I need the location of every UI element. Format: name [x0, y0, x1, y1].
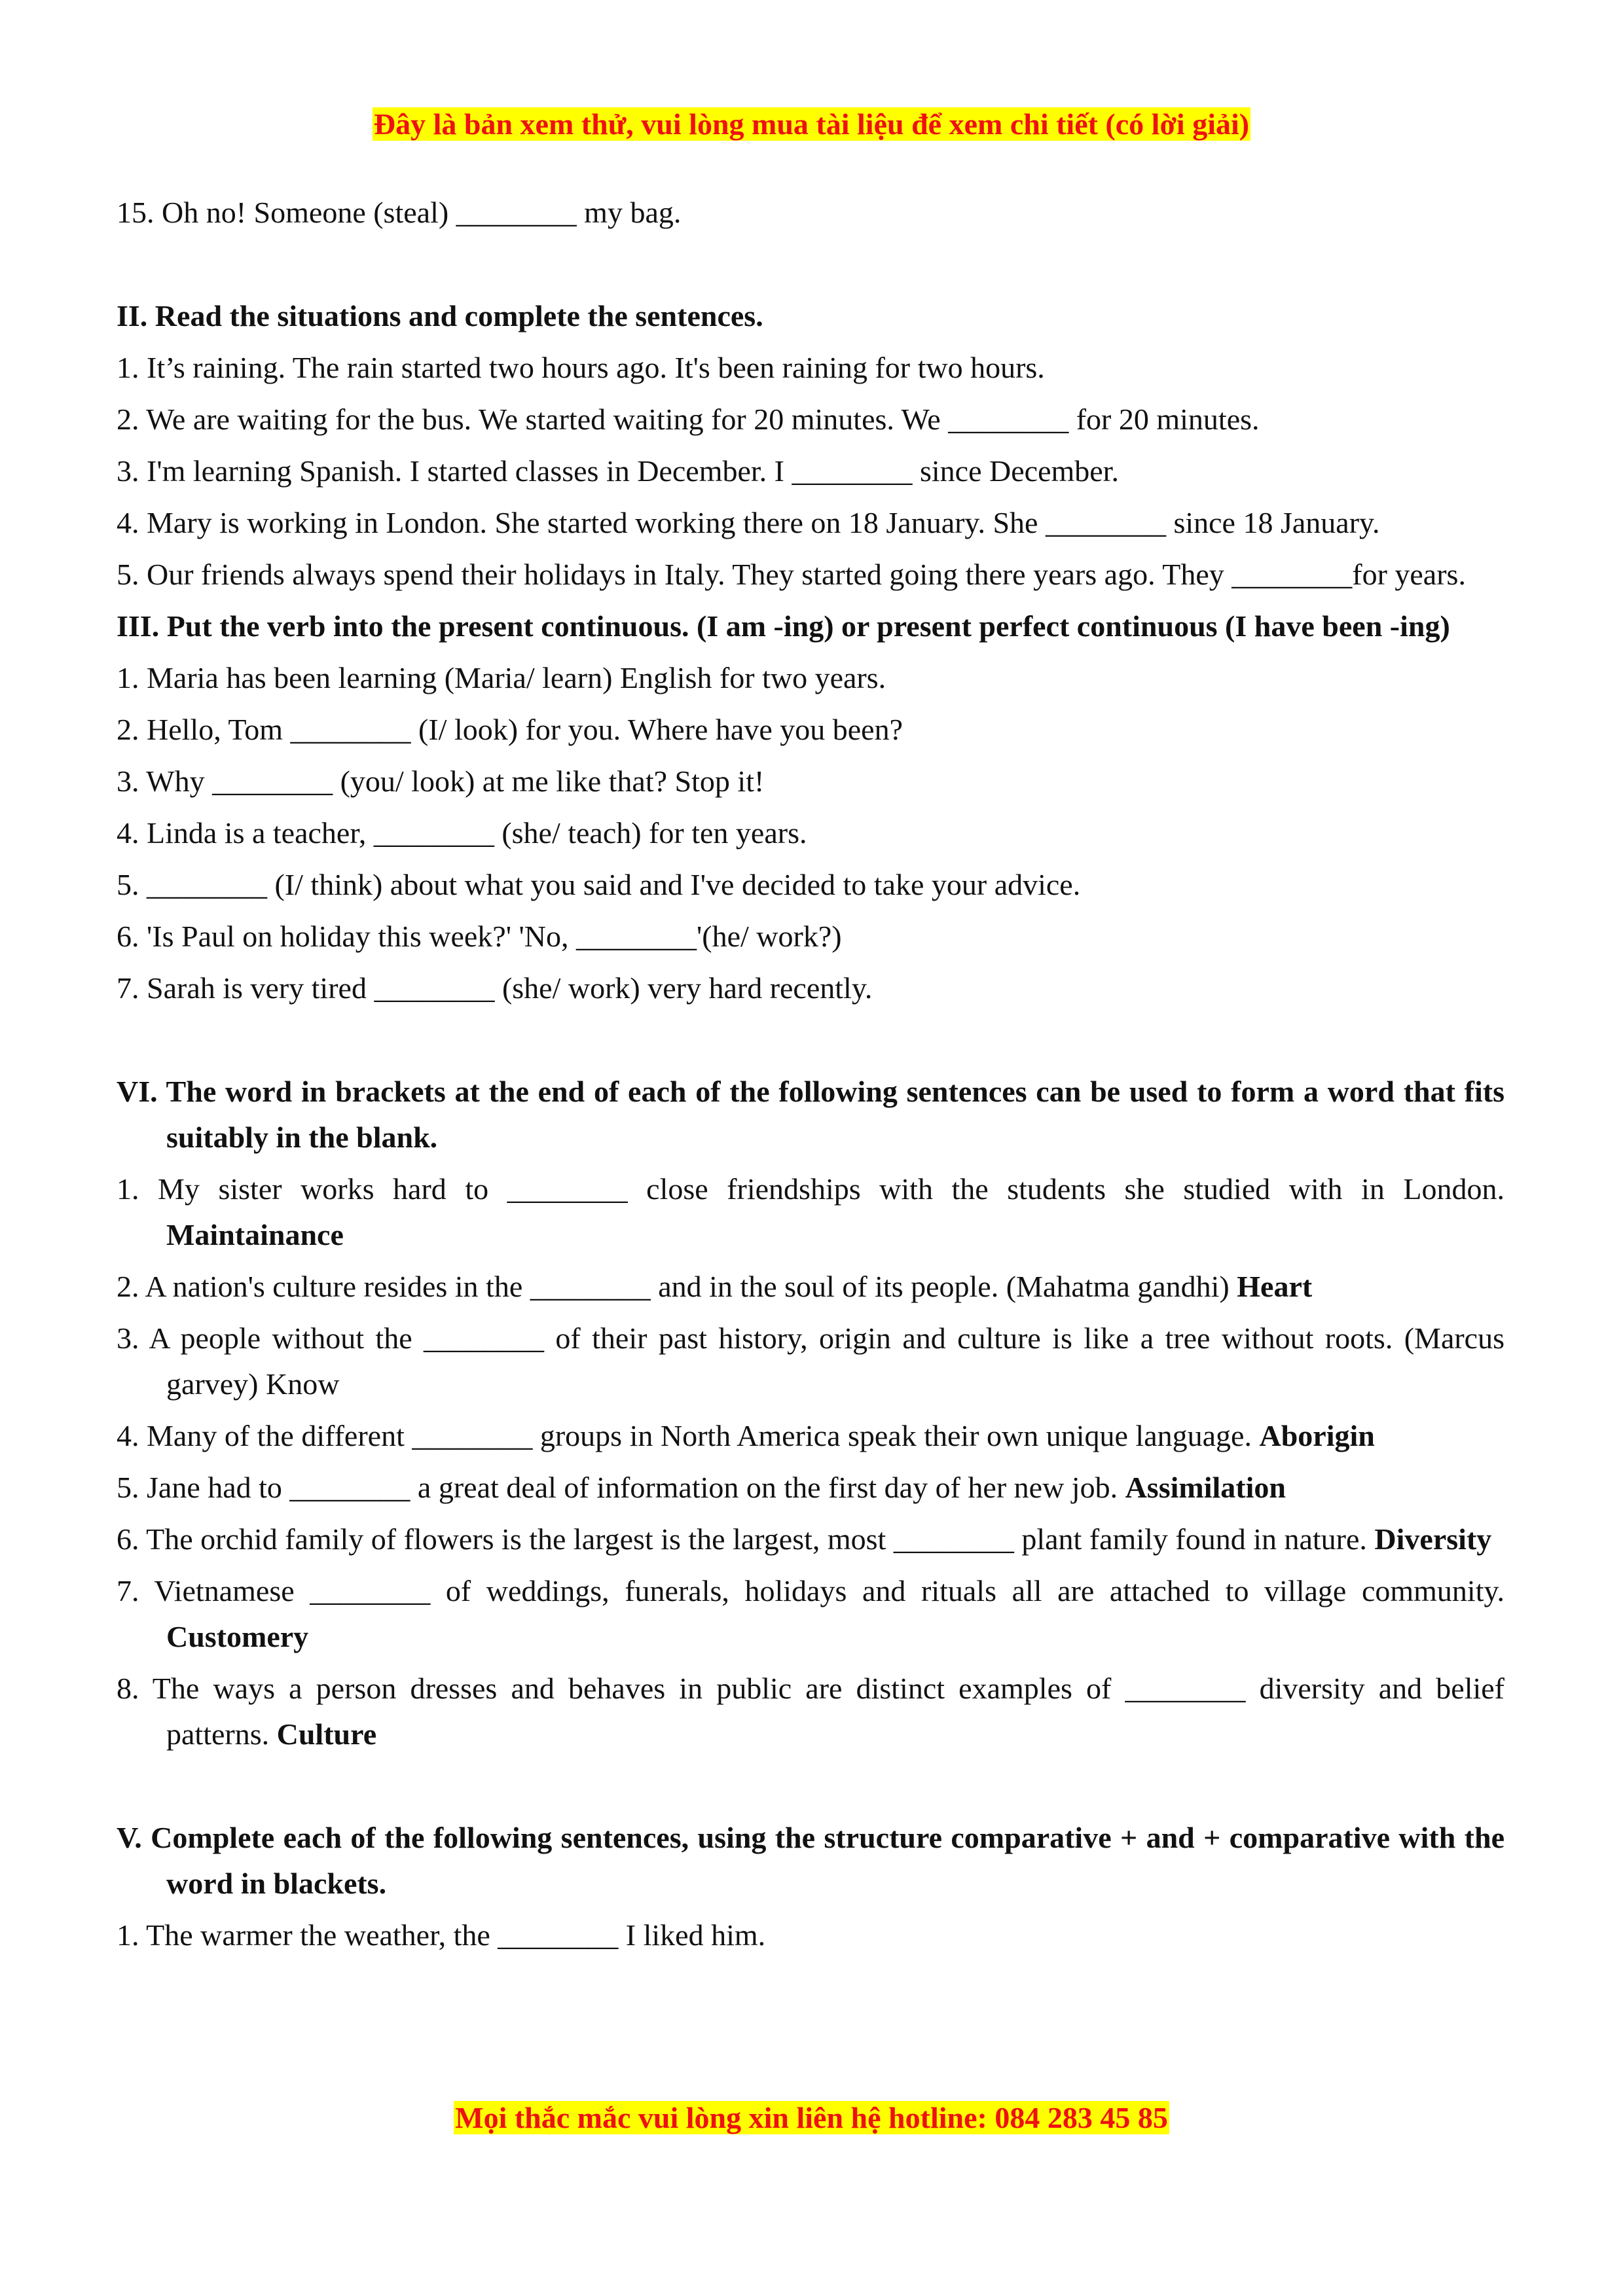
section-iii-item: 2. Hello, Tom ________ (I/ look) for you. Where have you been?	[117, 713, 903, 746]
section-ii-item: 3. I'm learning Spanish. I started classes in December. I ________ since December.	[117, 454, 1119, 488]
section-v	[117, 1815, 1504, 1958]
section-ii	[117, 293, 1504, 598]
section-vi-item	[117, 1413, 1504, 1459]
section-vi-item	[117, 1264, 1504, 1310]
item-text: 2. A nation's culture resides in the ________ and in the soul of its people. (Mahatma gandhi)	[117, 1270, 1230, 1303]
word-form-hint: Diversity	[1374, 1522, 1492, 1556]
section-vi-heading: VI. The word in brackets at the end of each of the following sentences can be used to form a word that fits suitably in the blank.	[117, 1075, 1504, 1154]
item-text: 1. My sister works hard to ________ close friendships with the students she studied with in London.	[117, 1172, 1504, 1206]
section-v-heading: V. Complete each of the following sentences, using the structure comparative + and + comparative with the word in blackets.	[117, 1821, 1504, 1900]
word-form-hint: Customery	[166, 1620, 309, 1653]
section-iii-item: 4. Linda is a teacher, ________ (she/ teach) for ten years.	[117, 816, 807, 850]
section-vi-item	[117, 1316, 1504, 1407]
section-vi	[117, 1069, 1504, 1757]
item-text: 4. Many of the different ________ groups in North America speak their own unique language.	[117, 1419, 1252, 1452]
section-iii-item: 6. 'Is Paul on holiday this week?' 'No, ________'(he/ work?)	[117, 920, 842, 953]
word-form-hint: Culture	[276, 1717, 377, 1751]
word-form-hint: Assimilation	[1125, 1471, 1286, 1504]
footer-notice	[0, 2098, 1623, 2138]
item-text: 5. Jane had to ________ a great deal of information on the first day of her new job.	[117, 1471, 1118, 1504]
footer-notice-text: Mọi thắc mắc vui lòng xin liên hệ hotline: 084 283 45 85	[455, 2101, 1168, 2134]
item-text: 8. The ways a person dresses and behaves in public are distinct examples of ________ diversity and belief patterns.	[117, 1672, 1504, 1751]
exercise-item-15: 15. Oh no! Someone (steal) ________ my bag.	[117, 196, 682, 229]
spacer	[117, 1017, 1504, 1069]
section-ii-item: 5. Our friends always spend their holidays in Italy. They started going there years ago. They ________for years.	[117, 558, 1466, 591]
section-iii-item: 7. Sarah is very tired ________ (she/ work) very hard recently.	[117, 971, 873, 1005]
header-notice	[0, 105, 1623, 144]
spacer	[117, 242, 1504, 293]
section-iii-item: 5. ________ (I/ think) about what you said and I've decided to take your advice.	[117, 868, 1081, 901]
item-text: 6. The orchid family of flowers is the largest is the largest, most ________ plant family found in nature.	[117, 1522, 1367, 1556]
section-vi-item	[117, 1465, 1504, 1511]
worksheet-content	[117, 190, 1504, 1964]
section-vi-item	[117, 1516, 1504, 1562]
section-v-item: 1. The warmer the weather, the ________ I liked him.	[117, 1918, 766, 1952]
section-ii-item: 1. It’s raining. The rain started two hours ago. It's been raining for two hours.	[117, 351, 1045, 384]
section-iii	[117, 603, 1504, 1011]
section-vi-item	[117, 1666, 1504, 1757]
section-vi-item	[117, 1166, 1504, 1258]
item-text: 7. Vietnamese ________ of weddings, funerals, holidays and rituals all are attached to village community.	[117, 1574, 1504, 1607]
section-iii-item: 3. Why ________ (you/ look) at me like that? Stop it!	[117, 764, 765, 798]
section-iii-heading: III. Put the verb into the present continuous. (I am -ing) or present perfect continuous (I have been -ing)	[117, 609, 1450, 643]
item-text: 3. A people without the ________ of their past history, origin and culture is like a tree without roots. (Marcus garvey) Know	[117, 1321, 1504, 1401]
section-ii-item: 2. We are waiting for the bus. We started waiting for 20 minutes. We ________ for 20 minutes.	[117, 403, 1260, 436]
word-form-hint: Aborigin	[1259, 1419, 1375, 1452]
section-ii-item: 4. Mary is working in London. She started working there on 18 January. She ________ since 18 January.	[117, 506, 1380, 539]
word-form-hint: Heart	[1237, 1270, 1313, 1303]
section-ii-heading: II. Read the situations and complete the sentences.	[117, 299, 763, 332]
section-vi-item	[117, 1568, 1504, 1660]
spacer	[117, 1763, 1504, 1815]
section-iii-item: 1. Maria has been learning (Maria/ learn) English for two years.	[117, 661, 886, 694]
header-notice-text: Đây là bản xem thử, vui lòng mua tài liệu để xem chi tiết (có lời giải)	[373, 107, 1250, 141]
word-form-hint: Maintainance	[166, 1218, 344, 1251]
